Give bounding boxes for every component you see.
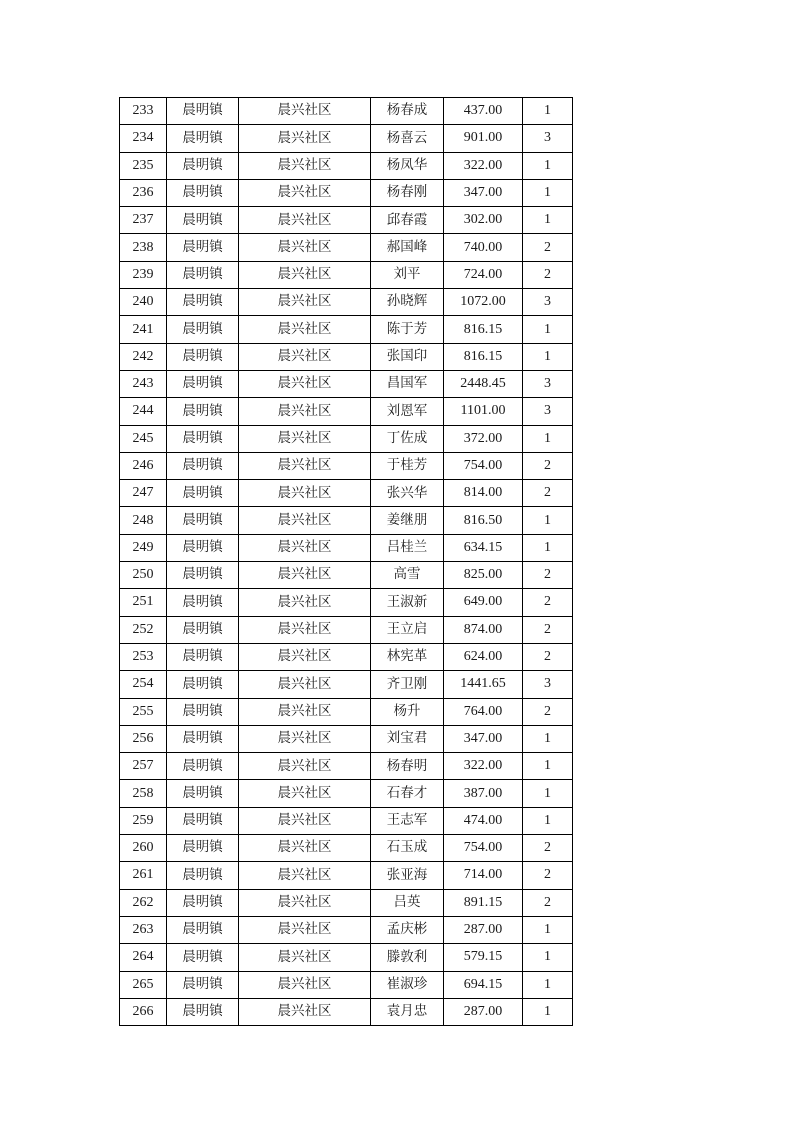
count-cell: 1 — [523, 507, 573, 534]
name-cell: 王志军 — [371, 807, 444, 834]
seq-cell: 242 — [120, 343, 167, 370]
seq-cell: 257 — [120, 753, 167, 780]
amount-cell: 437.00 — [444, 98, 523, 125]
town-cell: 晨明镇 — [167, 589, 239, 616]
amount-cell: 347.00 — [444, 725, 523, 752]
table-row — [120, 179, 573, 206]
town-cell: 晨明镇 — [167, 835, 239, 862]
community-cell: 晨兴社区 — [239, 534, 371, 561]
amount-cell: 740.00 — [444, 234, 523, 261]
amount-cell: 754.00 — [444, 452, 523, 479]
community-cell: 晨兴社区 — [239, 889, 371, 916]
seq-cell: 261 — [120, 862, 167, 889]
name-cell: 杨喜云 — [371, 125, 444, 152]
seq-cell: 234 — [120, 125, 167, 152]
count-cell: 2 — [523, 452, 573, 479]
seq-cell: 266 — [120, 998, 167, 1025]
amount-cell: 814.00 — [444, 480, 523, 507]
name-cell: 刘恩军 — [371, 398, 444, 425]
amount-cell: 825.00 — [444, 562, 523, 589]
seq-cell: 236 — [120, 179, 167, 206]
table-row — [120, 207, 573, 234]
count-cell: 2 — [523, 616, 573, 643]
name-cell: 齐卫刚 — [371, 671, 444, 698]
amount-cell: 1101.00 — [444, 398, 523, 425]
table-body — [120, 98, 573, 1026]
name-cell: 于桂芳 — [371, 452, 444, 479]
community-cell: 晨兴社区 — [239, 207, 371, 234]
community-cell: 晨兴社区 — [239, 698, 371, 725]
community-cell: 晨兴社区 — [239, 589, 371, 616]
count-cell: 2 — [523, 835, 573, 862]
count-cell: 3 — [523, 370, 573, 397]
seq-cell: 240 — [120, 289, 167, 316]
name-cell: 王立启 — [371, 616, 444, 643]
community-cell: 晨兴社区 — [239, 125, 371, 152]
count-cell: 3 — [523, 671, 573, 698]
seq-cell: 256 — [120, 725, 167, 752]
community-cell: 晨兴社区 — [239, 671, 371, 698]
name-cell: 石玉成 — [371, 835, 444, 862]
town-cell: 晨明镇 — [167, 207, 239, 234]
seq-cell: 264 — [120, 944, 167, 971]
town-cell: 晨明镇 — [167, 234, 239, 261]
name-cell: 刘平 — [371, 261, 444, 288]
town-cell: 晨明镇 — [167, 780, 239, 807]
amount-cell: 579.15 — [444, 944, 523, 971]
seq-cell: 255 — [120, 698, 167, 725]
table-row — [120, 261, 573, 288]
count-cell: 1 — [523, 971, 573, 998]
town-cell: 晨明镇 — [167, 671, 239, 698]
amount-cell: 372.00 — [444, 425, 523, 452]
amount-cell: 754.00 — [444, 835, 523, 862]
amount-cell: 387.00 — [444, 780, 523, 807]
name-cell: 石春才 — [371, 780, 444, 807]
table-row — [120, 152, 573, 179]
count-cell: 1 — [523, 425, 573, 452]
town-cell: 晨明镇 — [167, 643, 239, 670]
seq-cell: 263 — [120, 916, 167, 943]
count-cell: 2 — [523, 643, 573, 670]
name-cell: 姜继朋 — [371, 507, 444, 534]
amount-cell: 1441.65 — [444, 671, 523, 698]
town-cell: 晨明镇 — [167, 289, 239, 316]
community-cell: 晨兴社区 — [239, 643, 371, 670]
amount-cell: 322.00 — [444, 152, 523, 179]
seq-cell: 259 — [120, 807, 167, 834]
amount-cell: 624.00 — [444, 643, 523, 670]
community-cell: 晨兴社区 — [239, 398, 371, 425]
town-cell: 晨明镇 — [167, 998, 239, 1025]
table-row — [120, 698, 573, 725]
count-cell: 1 — [523, 179, 573, 206]
community-cell: 晨兴社区 — [239, 753, 371, 780]
community-cell: 晨兴社区 — [239, 343, 371, 370]
seq-cell: 258 — [120, 780, 167, 807]
name-cell: 崔淑珍 — [371, 971, 444, 998]
name-cell: 杨升 — [371, 698, 444, 725]
community-cell: 晨兴社区 — [239, 916, 371, 943]
community-cell: 晨兴社区 — [239, 98, 371, 125]
name-cell: 丁佐成 — [371, 425, 444, 452]
seq-cell: 245 — [120, 425, 167, 452]
town-cell: 晨明镇 — [167, 725, 239, 752]
town-cell: 晨明镇 — [167, 862, 239, 889]
community-cell: 晨兴社区 — [239, 944, 371, 971]
amount-cell: 724.00 — [444, 261, 523, 288]
town-cell: 晨明镇 — [167, 971, 239, 998]
table-row — [120, 507, 573, 534]
table-row — [120, 753, 573, 780]
town-cell: 晨明镇 — [167, 152, 239, 179]
amount-cell: 322.00 — [444, 753, 523, 780]
town-cell: 晨明镇 — [167, 98, 239, 125]
town-cell: 晨明镇 — [167, 370, 239, 397]
amount-cell: 287.00 — [444, 916, 523, 943]
amount-cell: 901.00 — [444, 125, 523, 152]
town-cell: 晨明镇 — [167, 534, 239, 561]
seq-cell: 254 — [120, 671, 167, 698]
seq-cell: 235 — [120, 152, 167, 179]
table-row — [120, 807, 573, 834]
name-cell: 吕桂兰 — [371, 534, 444, 561]
name-cell: 孟庆彬 — [371, 916, 444, 943]
name-cell: 邱春霞 — [371, 207, 444, 234]
community-cell: 晨兴社区 — [239, 425, 371, 452]
count-cell: 1 — [523, 207, 573, 234]
table-row — [120, 534, 573, 561]
table-row — [120, 589, 573, 616]
community-cell: 晨兴社区 — [239, 316, 371, 343]
seq-cell: 246 — [120, 452, 167, 479]
community-cell: 晨兴社区 — [239, 507, 371, 534]
name-cell: 张亚海 — [371, 862, 444, 889]
count-cell: 1 — [523, 725, 573, 752]
count-cell: 1 — [523, 98, 573, 125]
name-cell: 陈于芳 — [371, 316, 444, 343]
seq-cell: 244 — [120, 398, 167, 425]
community-cell: 晨兴社区 — [239, 998, 371, 1025]
name-cell: 张兴华 — [371, 480, 444, 507]
name-cell: 高雪 — [371, 562, 444, 589]
name-cell: 王淑新 — [371, 589, 444, 616]
community-cell: 晨兴社区 — [239, 289, 371, 316]
town-cell: 晨明镇 — [167, 944, 239, 971]
seq-cell: 248 — [120, 507, 167, 534]
table-row — [120, 234, 573, 261]
table-row — [120, 562, 573, 589]
community-cell: 晨兴社区 — [239, 452, 371, 479]
count-cell: 1 — [523, 534, 573, 561]
community-cell: 晨兴社区 — [239, 725, 371, 752]
amount-cell: 694.15 — [444, 971, 523, 998]
amount-cell: 2448.45 — [444, 370, 523, 397]
name-cell: 郝国峰 — [371, 234, 444, 261]
seq-cell: 251 — [120, 589, 167, 616]
table-row — [120, 998, 573, 1025]
town-cell: 晨明镇 — [167, 179, 239, 206]
seq-cell: 241 — [120, 316, 167, 343]
count-cell: 1 — [523, 998, 573, 1025]
amount-cell: 816.15 — [444, 343, 523, 370]
town-cell: 晨明镇 — [167, 562, 239, 589]
count-cell: 2 — [523, 261, 573, 288]
town-cell: 晨明镇 — [167, 343, 239, 370]
community-cell: 晨兴社区 — [239, 480, 371, 507]
table-row — [120, 316, 573, 343]
amount-cell: 649.00 — [444, 589, 523, 616]
assistance-table — [119, 97, 573, 1026]
table-row — [120, 616, 573, 643]
community-cell: 晨兴社区 — [239, 971, 371, 998]
town-cell: 晨明镇 — [167, 425, 239, 452]
amount-cell: 816.50 — [444, 507, 523, 534]
town-cell: 晨明镇 — [167, 916, 239, 943]
count-cell: 2 — [523, 480, 573, 507]
seq-cell: 247 — [120, 480, 167, 507]
count-cell: 3 — [523, 289, 573, 316]
town-cell: 晨明镇 — [167, 889, 239, 916]
seq-cell: 238 — [120, 234, 167, 261]
count-cell: 1 — [523, 316, 573, 343]
amount-cell: 1072.00 — [444, 289, 523, 316]
seq-cell: 249 — [120, 534, 167, 561]
town-cell: 晨明镇 — [167, 616, 239, 643]
community-cell: 晨兴社区 — [239, 370, 371, 397]
count-cell: 1 — [523, 944, 573, 971]
name-cell: 袁月忠 — [371, 998, 444, 1025]
town-cell: 晨明镇 — [167, 452, 239, 479]
table-row — [120, 343, 573, 370]
amount-cell: 347.00 — [444, 179, 523, 206]
town-cell: 晨明镇 — [167, 480, 239, 507]
count-cell: 3 — [523, 125, 573, 152]
amount-cell: 474.00 — [444, 807, 523, 834]
count-cell: 2 — [523, 862, 573, 889]
seq-cell: 265 — [120, 971, 167, 998]
table-row — [120, 671, 573, 698]
name-cell: 滕敦利 — [371, 944, 444, 971]
amount-cell: 634.15 — [444, 534, 523, 561]
seq-cell: 237 — [120, 207, 167, 234]
community-cell: 晨兴社区 — [239, 152, 371, 179]
table-row — [120, 398, 573, 425]
town-cell: 晨明镇 — [167, 507, 239, 534]
count-cell: 2 — [523, 698, 573, 725]
count-cell: 1 — [523, 916, 573, 943]
town-cell: 晨明镇 — [167, 698, 239, 725]
table-row — [120, 944, 573, 971]
community-cell: 晨兴社区 — [239, 780, 371, 807]
table-row — [120, 725, 573, 752]
table-row — [120, 480, 573, 507]
name-cell: 刘宝君 — [371, 725, 444, 752]
table-row — [120, 98, 573, 125]
name-cell: 杨凤华 — [371, 152, 444, 179]
count-cell: 1 — [523, 780, 573, 807]
amount-cell: 287.00 — [444, 998, 523, 1025]
community-cell: 晨兴社区 — [239, 261, 371, 288]
town-cell: 晨明镇 — [167, 125, 239, 152]
table-row — [120, 125, 573, 152]
table-row — [120, 916, 573, 943]
count-cell: 2 — [523, 234, 573, 261]
table-row — [120, 889, 573, 916]
name-cell: 杨春明 — [371, 753, 444, 780]
count-cell: 1 — [523, 343, 573, 370]
seq-cell: 262 — [120, 889, 167, 916]
seq-cell: 250 — [120, 562, 167, 589]
name-cell: 孙晓辉 — [371, 289, 444, 316]
name-cell: 昌国军 — [371, 370, 444, 397]
community-cell: 晨兴社区 — [239, 835, 371, 862]
count-cell: 1 — [523, 152, 573, 179]
name-cell: 吕英 — [371, 889, 444, 916]
community-cell: 晨兴社区 — [239, 862, 371, 889]
amount-cell: 874.00 — [444, 616, 523, 643]
amount-cell: 816.15 — [444, 316, 523, 343]
town-cell: 晨明镇 — [167, 261, 239, 288]
amount-cell: 764.00 — [444, 698, 523, 725]
count-cell: 3 — [523, 398, 573, 425]
amount-cell: 891.15 — [444, 889, 523, 916]
name-cell: 张国印 — [371, 343, 444, 370]
table-row — [120, 643, 573, 670]
count-cell: 2 — [523, 562, 573, 589]
count-cell: 1 — [523, 807, 573, 834]
name-cell: 杨春成 — [371, 98, 444, 125]
name-cell: 林宪革 — [371, 643, 444, 670]
amount-cell: 714.00 — [444, 862, 523, 889]
seq-cell: 260 — [120, 835, 167, 862]
seq-cell: 243 — [120, 370, 167, 397]
town-cell: 晨明镇 — [167, 753, 239, 780]
seq-cell: 252 — [120, 616, 167, 643]
count-cell: 2 — [523, 889, 573, 916]
table-row — [120, 835, 573, 862]
table-row — [120, 370, 573, 397]
table-row — [120, 971, 573, 998]
town-cell: 晨明镇 — [167, 316, 239, 343]
name-cell: 杨春刚 — [371, 179, 444, 206]
community-cell: 晨兴社区 — [239, 562, 371, 589]
table-row — [120, 780, 573, 807]
community-cell: 晨兴社区 — [239, 616, 371, 643]
count-cell: 2 — [523, 589, 573, 616]
seq-cell: 239 — [120, 261, 167, 288]
table-row — [120, 289, 573, 316]
community-cell: 晨兴社区 — [239, 234, 371, 261]
community-cell: 晨兴社区 — [239, 179, 371, 206]
amount-cell: 302.00 — [444, 207, 523, 234]
town-cell: 晨明镇 — [167, 807, 239, 834]
count-cell: 1 — [523, 753, 573, 780]
seq-cell: 253 — [120, 643, 167, 670]
table-row — [120, 862, 573, 889]
table-row — [120, 452, 573, 479]
seq-cell: 233 — [120, 98, 167, 125]
table-row — [120, 425, 573, 452]
town-cell: 晨明镇 — [167, 398, 239, 425]
community-cell: 晨兴社区 — [239, 807, 371, 834]
